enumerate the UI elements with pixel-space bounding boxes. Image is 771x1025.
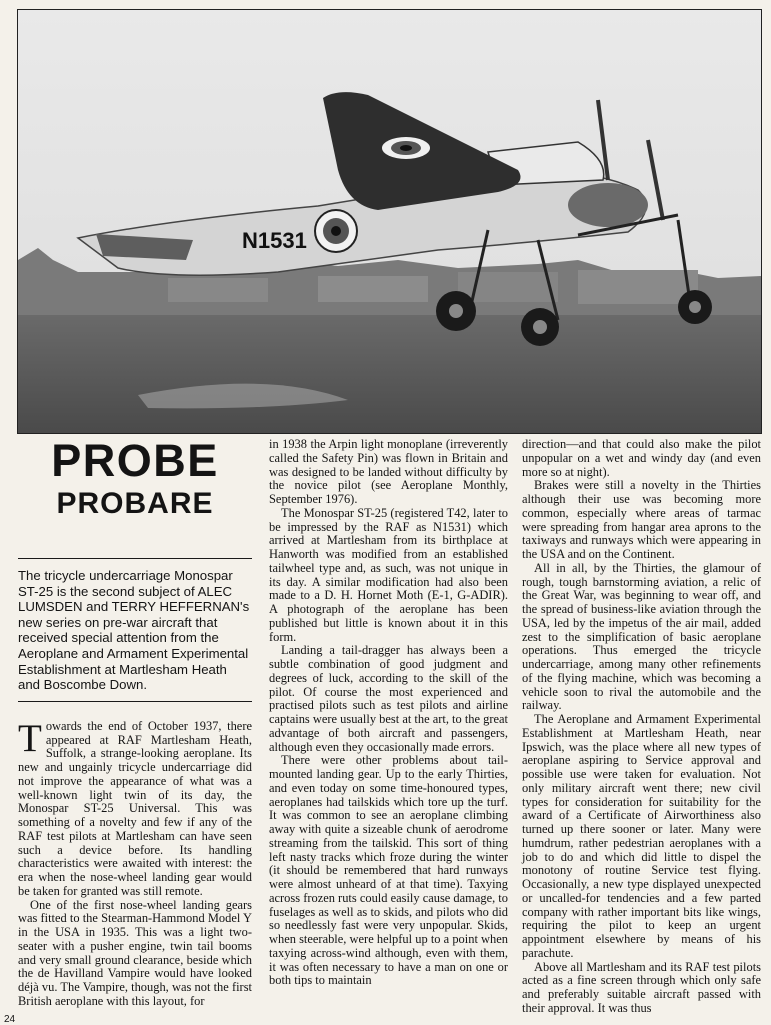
column-3 <box>522 438 761 1016</box>
subheadline: PROBARE <box>56 487 214 520</box>
column-2 <box>269 438 508 988</box>
photo-registration: N1531 <box>242 228 307 253</box>
paragraph <box>18 716 252 899</box>
paragraph: Above all Martlesham and its RAF test pilots acted as a fine screen through which only safe and preferably suitable aircraft passed with their approval. It was thus <box>522 959 761 1015</box>
paragraph: in 1938 the Arpin light monoplane (irreverently called the Safety Pin) was flown in Britain and was designed to be landed without difficulty by the novice pilot (see Aeroplane Monthly, September 1976). <box>269 437 508 506</box>
divider <box>18 701 252 702</box>
paragraph-text: owards the end of October 1937, there appeared at RAF Martlesham Heath, Suffolk, a strange-looking aeroplane. Its new and ungainly tricycle undercarriage did not improve the appearance of what was a well-known light twin of its day, the Monospar ST-25 Universal. This was something of a novelty and few if any of the RAF test pilots at Martlesham can have seen such a device before. Its handling characteristics were awaited with interest: the era when the nose-wheel landing gear would be taken for granted was still remote. <box>18 718 252 898</box>
paragraph: There were other problems about tail-mounted landing gear. Up to the early Thirties, and even today on some time-honoured types, aeroplanes had tailskids which tore up the turf. It was common to see an aeroplane climbing away with quite a sizeable chunk of aerodrome streaming from the tailskid. This sort of thing left nasty tracks which froze during the winter (it should be remembered that hard runways were almost unheard of at that time). Taxying across frozen ruts could easily cause damage, to fuselages as well as to skids, and pilots who did so needlessly fast were very unpopular. Skids, when steerable, were helpful up to a point when taxying across-wind although, even with them, it was often necessary to have a man on one or both tips to maintain <box>269 753 508 988</box>
paragraph: direction—and that could also make the pilot unpopular on a wet and windy day (and even more so at night). <box>522 437 761 479</box>
paragraph: The Aeroplane and Armament Experimental Establishment at Martlesham Heath, near Ipswich, was the place where all new types of aeroplane aspiring to Service approval and possible use were taken for evaluation. Not only military aircraft went there; new civil types for consideration for suitability for the award of a Certificate of Airworthiness also turned up there sooner or later. Many were humdrum, rather pedestrian aeroplanes with a job to do and which did little to dispel the monotony of routine Service test flying. Occasionally, a new type displayed unexpected or uncalled-for tendencies and a few parted company with rather important bits like wings, requiring the pilot to keep an urgent appointment elsewhere by means of his parachute. <box>522 712 761 960</box>
aircraft-photo <box>17 9 762 434</box>
paragraph: Brakes were still a novelty in the Thirties although their use was becoming more common, especially where areas of tarmac were spreading from hangar area aprons to the taxiways and runways which were appearing in the USA and on the Continent. <box>522 478 761 561</box>
column-1 <box>18 716 252 1009</box>
paragraph: Landing a tail-dragger has always been a subtle combination of good judgment and degrees of luck, according to the skill of the pilot. Of course the most experienced and practised pilots such as test pilots and airline captains were usually best at the art, to the great advantage of both aircraft and passengers, although even they occasionally made errors. <box>269 643 508 754</box>
paragraph: All in all, by the Thirties, the glamour of rough, tough barnstorming aviation, a relic of the Great War, was beginning to wear off, and the spread of business-like aviation through the USA, led by the impetus of the air mail, added zest to the simplification of basic aeroplane operations. Thus emerged the tricycle undercarriage, among many other refinements of the flying machine, which was becoming a vehicle soon to rival the automobile and the railway. <box>522 560 761 713</box>
left-column <box>18 436 252 1009</box>
paragraph: The Monospar ST-25 (registered T42, later to be impressed by the RAF as N1531) which arrived at Martlesham from its birthplace at Hanworth was modified from an established tailwheel type and, as such, was not unique in its day. A similar modification had also been made to a D. H. Hornet Moth (E-1, G-ADIR). A photograph of the aeroplane has been published but little is known about it in this form. <box>269 505 508 644</box>
divider <box>18 558 252 559</box>
headline: PROBE <box>51 435 219 486</box>
page-number: 24 <box>4 1014 16 1025</box>
drop-cap: T <box>18 716 42 760</box>
paragraph: One of the first nose-wheel landing gears was fitted to the Stearman-Hammond Model Y in the USA in 1935. This was a light two-seater with a pusher engine, twin tail booms and very small ground clearance, beside which the de Havilland Vampire would have looked déjà vu. The Vampire, though, was not the first British aeroplane with this layout, for <box>18 897 252 1008</box>
standfirst: The tricycle undercarriage Monospar ST-25 is the second subject of ALEC LUMSDEN and TERRY HEFFERNAN's new series on pre-war aircraft that received special attention from the Aeroplane and Armament Experimental Establishment at Martlesham Heath and Boscombe Down. <box>18 568 250 693</box>
